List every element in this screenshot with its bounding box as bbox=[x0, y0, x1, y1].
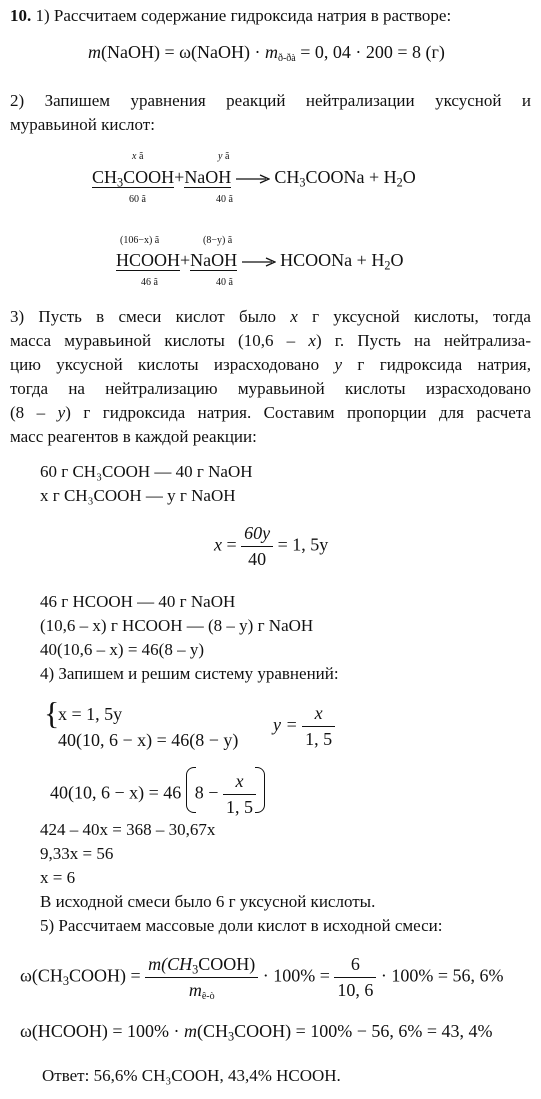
step4-result: В исходной смеси было 6 г уксусной кислоты. bbox=[40, 892, 376, 911]
proportion1-equation: x = $\frac{60y}{40}$ = 1, 5y bbox=[214, 523, 329, 569]
fraction-acetic-acid: $\omega(CH_3COOH)$ = $\frac{m(CH_3COOH)}{m_{ê-ò}}$ · 100% = $\frac{6}{10, 6}$ · 100% = 56, 6% bbox=[20, 954, 504, 1002]
answer: Ответ: 56,6% CH₃COOH, 43,4% HCOOH. bbox=[42, 1066, 341, 1085]
step3-line3: цию уксусной кислоты израсходовано y г гидроксида натрия, bbox=[10, 355, 531, 374]
reaction2-below-acid: 46 ã bbox=[141, 277, 158, 288]
reaction1-below-base: 40 ã bbox=[216, 194, 233, 205]
step4-title: 4) Запишем и решим систему уравнений: bbox=[40, 664, 339, 683]
step3-line5: (8 – y) г гидроксида натрия. Составим пропорции для расчета bbox=[10, 403, 531, 422]
proportion2-line3: 40(10,6 – x) = 46(8 – y) bbox=[40, 640, 204, 659]
reaction2-above-base: (8−y) ã bbox=[203, 235, 233, 246]
step2-line2: муравьиной кислот: bbox=[10, 115, 155, 134]
solution-line-c: x = 6 bbox=[40, 868, 76, 887]
solution-line-a: 424 – 40x = 368 – 30,67x bbox=[40, 820, 216, 839]
proportion2-line1: 46 г HCOOH — 40 г NaOH bbox=[40, 592, 236, 611]
step1-heading: 10. 1) Рассчитаем содержание гидроксида натрия в растворе: bbox=[10, 6, 452, 25]
solution-line-b: 9,33x = 56 bbox=[40, 844, 114, 863]
y-expression: y = $\frac{x}{1, 5}$ bbox=[273, 703, 335, 749]
step2-line1: 2) Запишем уравнения реакций нейтрализации уксусной и bbox=[10, 91, 531, 110]
step5-title: 5) Рассчитаем массовые доли кислот в исходной смеси: bbox=[40, 916, 443, 935]
reaction1-above-base: y ã bbox=[218, 151, 230, 162]
arrow-right-icon bbox=[236, 174, 270, 184]
parenthesized-term: 8 − $\frac{x}{1, 5}$ bbox=[186, 771, 265, 817]
step3-line1: 3) Пусть в смеси кислот было x г уксусной кислоты, тогда bbox=[10, 307, 531, 326]
step1-equation: m(NaOH) = ω(NaOH) · $m_{ð-ðà} = 0$, 04 · 200 = 8 (г) bbox=[88, 42, 445, 64]
reaction2-below-base: 40 ã bbox=[216, 277, 233, 288]
reaction1-equation: $CH_3COOH+NaOH$ $CH_3COONa + H_2O$ bbox=[92, 167, 416, 190]
step3-line2: масса муравьиной кислоты (10,6 – x) г. Пусть на нейтрализа- bbox=[10, 331, 531, 350]
reaction2-above-acid: (106−x) ã bbox=[120, 235, 160, 246]
reaction1-above-acid: x ã bbox=[132, 151, 144, 162]
system-eq2: 40(10, 6 − x) = 46(8 − y) bbox=[58, 730, 239, 750]
proportion1-line1: 60 г CH₃COOH — 40 г NaOH bbox=[40, 462, 253, 481]
system-eq1: x = 1, 5y bbox=[58, 704, 123, 724]
substitution-equation: 40(10, 6 − x) = 46 8 − $\frac{x}{1, 5}$ bbox=[50, 771, 265, 817]
reaction1-below-acid: 60 ã bbox=[129, 194, 146, 205]
proportion1-line2: x г CH₃COOH — y г NaOH bbox=[40, 486, 236, 505]
arrow-right-icon bbox=[242, 257, 276, 267]
system-brace: { bbox=[44, 695, 60, 731]
fraction-formic-acid: ω(HCOOH) = $100\% \cdot m(CH_3COOH) = 100\% - 56$, 6% = 43, 4% bbox=[20, 1021, 493, 1044]
step3-line6: масс реагентов в каждой реакции: bbox=[10, 427, 257, 446]
reaction2-equation: HCOOH+NaOH HCOONa + $H_2O$ bbox=[116, 250, 404, 273]
proportion2-line2: (10,6 – x) г HCOOH — (8 – y) г NaOH bbox=[40, 616, 314, 635]
problem-number: 10. bbox=[10, 6, 32, 25]
step3-line4: тогда на нейтрализацию муравьиной кислоты израсходовано bbox=[10, 379, 531, 398]
